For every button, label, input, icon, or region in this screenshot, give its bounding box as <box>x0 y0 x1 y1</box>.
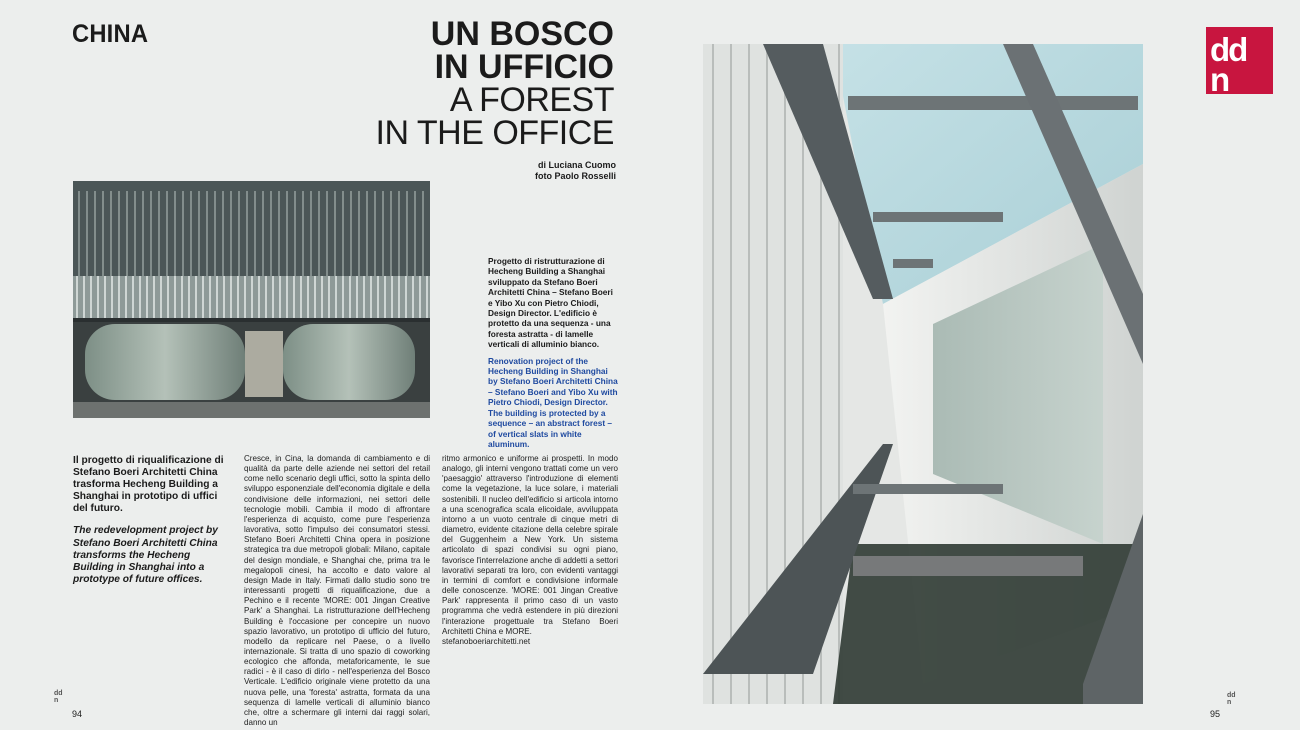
title-en-line1: A FOREST <box>449 81 614 119</box>
svg-text:dd: dd <box>1227 692 1236 699</box>
photo-credit: foto Paolo Rosselli <box>534 171 616 181</box>
caption-en: Renovation project of the Hecheng Building in Shanghai by Stefano Boeri Architetti China – Stefano Boeri and Yibo Xu with Pietro Chiodi, Design Director. The building is protected by a sequence – an abstract forest – of vertical slats in white aluminum. <box>488 355 618 449</box>
page-number-right: 95 <box>1210 709 1221 719</box>
title-it-line1: UN BOSCO <box>430 15 614 53</box>
caption-it: Progetto di ristrutturazione di Hecheng Building a Shanghai sviluppato da Stefano Boeri Architetti China – Stefano Boeri e Yibo Xu con Pietro Chiodi, Design Director. L'edificio è protetto da una sequenza - una foresta astratta - di lamelle verticali di alluminio bianco. <box>488 256 613 350</box>
svg-text:dd: dd <box>54 690 63 697</box>
lead-paragraph <box>73 455 233 586</box>
svg-text:n: n <box>54 697 59 702</box>
author-credit: di Luciana Cuomo <box>537 160 616 170</box>
section-label: CHINA <box>72 20 149 48</box>
lead-en: The redevelopment project by Stefano Boeri Architetti China transforms the Hecheng Building in Shanghai into a prototype of future offices. <box>73 525 218 585</box>
website-link[interactable]: stefanoboeriarchitetti.net <box>442 636 531 646</box>
ddn-brand-logo <box>1206 27 1273 94</box>
small-logo-left <box>54 688 68 707</box>
svg-text:dd: dd <box>1210 31 1247 68</box>
ddn-logo-icon <box>1227 690 1241 704</box>
body-column-2-text: ritmo armonico e uniforme ai prospetti. In modo analogo, gli interni vengono trattati come un vero 'paesaggio' attraverso l'introduzione di elementi come la vegetazione, la luce solare, i materiali sostenibili. Il nucleo dell'edificio si articola intorno a una scenografica scala elicoidale, avviluppata intorno a un vuoto centrale di cinque metri di diametro, evidente citazione della celebre spirale del Guggenheim a New York. Un sistema articolato di spazi condivisi su ogni piano, favorisce l'interrelazione anche di addetti a settori lavorativi separati tra loro, con evidenti vantaggi in termini di comfort e condivisione informale delle conoscenze. 'MORE: 001 Jingan Creative Park' rappresenta il primo caso di un vasto programma che vedrà estendere in più direzioni l'interazione progettuale tra Stefano Boeri Architetti China e MORE. <box>442 454 618 636</box>
svg-text:n: n <box>1227 699 1232 704</box>
title-en-line2: IN THE OFFICE <box>375 114 614 152</box>
svg-text:n: n <box>1210 61 1231 94</box>
small-logo-right <box>1227 690 1241 709</box>
body-column-2 <box>442 454 618 647</box>
photo-caption <box>488 256 618 449</box>
page-number-left: 94 <box>72 709 83 719</box>
article-title <box>375 15 614 152</box>
ddn-logo-icon <box>1206 27 1273 94</box>
credits <box>535 160 616 182</box>
lead-it: Il progetto di riqualificazione di Stefano Boeri Architetti China trasforma Hecheng Building a Shanghai in prototipo di uffici del futuro. <box>73 455 224 515</box>
facade-photo <box>73 181 430 418</box>
staircase-photo <box>703 44 1143 704</box>
ddn-logo-icon <box>54 688 68 702</box>
body-column-1: Cresce, in Cina, la domanda di cambiamento e di qualità da parte delle aziende nei settori del retail come nello scenario degli uffici, sotto la spinta dello sviluppo esponenziale dell'economia digitale e della condivisione delle informazioni, nei settori delle tecnologie mobili. Cambia il modo di affrontare l'esperienza di acquisto, come pure l'esperienza lavorativa, sotto l'impulso dei consumatori stessi. Stefano Boeri Architetti China opera in posizione strategica tra due metropoli globali: Milano, capitale del design mondiale, e Shanghai che, prima tra le megalopoli cinesi, ha accolto e dato valore al design Made in Italy. Firmati dallo studio sono tre interessanti progetti di riqualificazione, due a Pechino e il recente 'MORE: 001 Jingan Creative Park' a Shanghai. La ristrutturazione dell'Hecheng Building è l'occasione per concepire un nuovo spazio lavorativo, un prototipo di ufficio del futuro, modello da replicare nel Paese, o a livello internazionale. Si tratta di uno spazio di coworking ecologico che affonda, metaforicamente, le sue radici - è il caso di dirlo - nell'esperienza del Bosco Verticale. L'edificio originale viene protetto da una nuova pelle, una 'foresta' astratta, formata da una sequenza di lamelle verticali di alluminio bianco che, oltre a schermare gli interni dai raggi solari, danno un <box>244 454 430 728</box>
title-it-line2: IN UFFICIO <box>434 48 614 86</box>
